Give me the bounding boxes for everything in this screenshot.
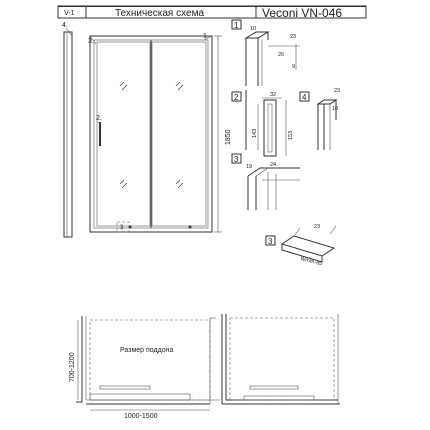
- door-handle: [99, 122, 101, 146]
- main-elevation: [62, 22, 232, 237]
- detail-1-dim-d: 9: [292, 64, 296, 70]
- detail-3: [232, 154, 300, 210]
- width-dimension: 1000-1500: [124, 413, 158, 420]
- fixed-panel: [97, 42, 150, 226]
- wall-profile: [64, 32, 72, 237]
- detail-2-dim-b: 143: [252, 128, 258, 138]
- header: [58, 6, 366, 20]
- tray-size-label: Размер поддона: [120, 347, 174, 354]
- callout-2: 2.: [96, 115, 102, 122]
- detail-3-number: 3: [234, 155, 239, 164]
- detail-3-dim-b: 24: [270, 162, 277, 168]
- track-dim-b: Wmm-85: [299, 256, 323, 268]
- plan-left: [69, 316, 220, 420]
- detail-1-number: 1: [234, 21, 239, 30]
- callout-3: 3.: [88, 38, 94, 45]
- detail-2: [232, 90, 294, 156]
- detail-2-dim-c: 153: [288, 130, 294, 140]
- detail-1-dim-a: 10: [250, 26, 257, 32]
- callout-3b: 3: [120, 225, 124, 231]
- detail-2-number: 2: [234, 93, 239, 102]
- tray-outline-right: [230, 318, 334, 400]
- depth-dimension: 700-1200: [69, 352, 76, 382]
- detail-4-number: 4: [302, 93, 307, 102]
- callout-1: 1.: [203, 33, 209, 40]
- track-dim-a: 23: [314, 224, 321, 230]
- detail-1-dim-b: 23: [290, 34, 297, 40]
- header-model: Veconi VN-046: [262, 6, 343, 20]
- callout-4: 4.: [62, 22, 68, 29]
- detail-3-dim-a: 19: [246, 164, 253, 170]
- detail-track-number: 3: [268, 237, 273, 246]
- detail-1-dim-c: 26: [278, 52, 285, 58]
- sliding-panel: [152, 42, 206, 226]
- detail-4: [300, 88, 340, 150]
- plan-right: [222, 314, 340, 404]
- height-dimension: 1850: [225, 129, 232, 145]
- detail-track: [266, 224, 336, 267]
- handle-profile: [264, 100, 276, 156]
- header-code: V-1: [64, 10, 75, 17]
- detail-4-dim-b: 10: [332, 106, 339, 112]
- header-title: Техническая схема: [115, 8, 205, 19]
- detail-1: [232, 20, 300, 86]
- detail-4-dim-a: 23: [334, 88, 341, 94]
- detail-2-dim-a: 32: [270, 92, 277, 98]
